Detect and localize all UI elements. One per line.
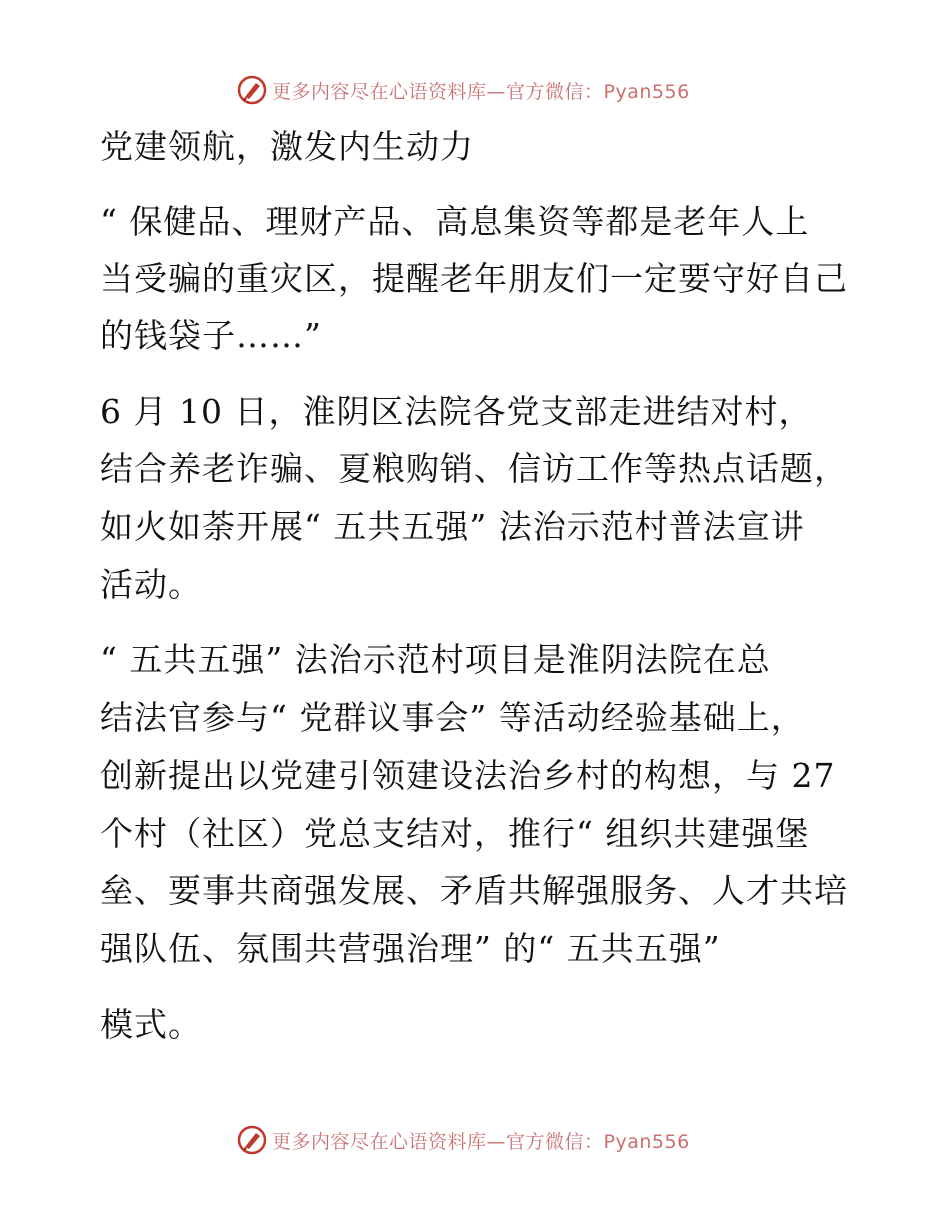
- pen-logo-icon: [236, 1124, 268, 1156]
- pen-logo-icon: [236, 74, 268, 106]
- watermark-text: 更多内容尽在心语资料库—官方微信：Pyan556: [272, 1130, 690, 1153]
- paragraph-line: 创新提出以党建引领建设法治乡村的构想，与 27: [100, 756, 836, 795]
- paragraph-line: 结法官参与“ 党群议事会” 等活动经验基础上，: [100, 698, 805, 737]
- paragraph-line: 如火如荼开展“ 五共五强” 法治示范村普法宣讲: [100, 507, 805, 546]
- paragraph-line: “ 五共五强” 法治示范村项目是淮阴法院在总: [100, 640, 771, 679]
- paragraph-line: 活动。: [100, 565, 202, 604]
- paragraph-line: 当受骗的重灾区，提醒老年朋友们一定要守好自己: [100, 259, 848, 298]
- paragraph-line: 强队伍、氛围共营强治理” 的“ 五共五强”: [100, 929, 721, 968]
- paragraph-line: 个村（社区）党总支结对，推行“ 组织共建强堡: [100, 814, 810, 853]
- paragraph-line: 模式。: [100, 1005, 202, 1044]
- paragraph-line: 的钱袋子……”: [100, 316, 322, 355]
- footer-watermark: [236, 1122, 690, 1158]
- paragraph-line: “ 保健品、理财产品、高息集资等都是老年人上: [100, 202, 810, 241]
- paragraph-line: 垒、要事共商强发展、矛盾共解强服务、人才共培: [100, 871, 848, 910]
- paragraph-line: 结合养老诈骗、夏粮购销、信访工作等热点话题，: [100, 449, 848, 488]
- heading-line: 党建领航，激发内生动力: [100, 127, 474, 166]
- paragraph-line: 6 月 10 日，淮阴区法院各党支部走进结对村，: [100, 392, 813, 431]
- watermark-text: 更多内容尽在心语资料库—官方微信：Pyan556: [272, 80, 690, 103]
- header-watermark: [236, 72, 690, 108]
